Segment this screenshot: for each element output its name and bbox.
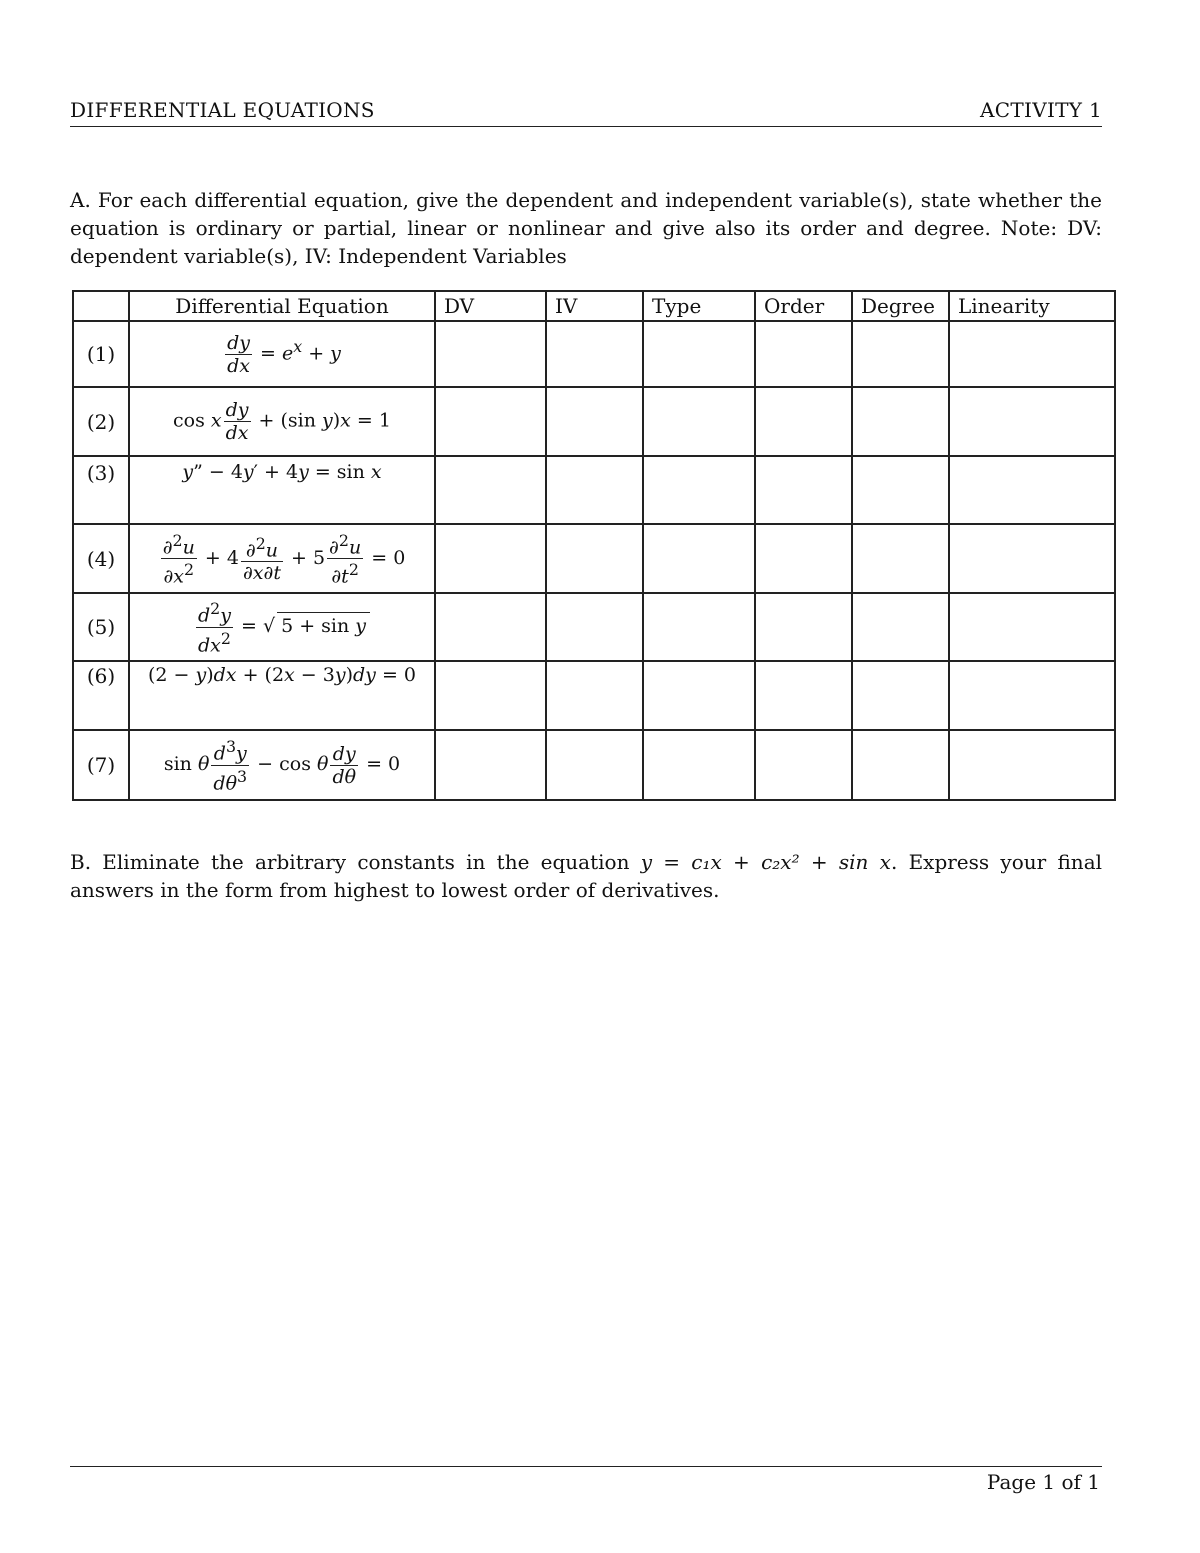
part-b-equation: y = c₁x + c₂x² + sin x [640, 850, 891, 874]
order-answer-cell[interactable] [755, 456, 852, 524]
dv-answer-cell[interactable] [435, 524, 546, 593]
type-answer-cell[interactable] [643, 593, 755, 661]
equation-6: (2 − y)dx + (2x − 3y)dy = 0 [129, 661, 435, 730]
row-number: (3) [73, 456, 129, 524]
page-header [70, 98, 1102, 127]
col-header-dv: DV [435, 291, 546, 321]
order-answer-cell[interactable] [755, 730, 852, 800]
linearity-answer-cell[interactable] [949, 593, 1115, 661]
page-number: Page 1 of 1 [986, 1470, 1100, 1494]
order-answer-cell[interactable] [755, 524, 852, 593]
type-answer-cell[interactable] [643, 661, 755, 730]
degree-answer-cell[interactable] [852, 387, 949, 456]
table-row [73, 730, 1115, 800]
degree-answer-cell[interactable] [852, 524, 949, 593]
degree-answer-cell[interactable] [852, 456, 949, 524]
linearity-answer-cell[interactable] [949, 321, 1115, 387]
row-number: (7) [73, 730, 129, 800]
linearity-answer-cell[interactable] [949, 387, 1115, 456]
linearity-answer-cell[interactable] [949, 524, 1115, 593]
table-row [73, 661, 1115, 730]
equation-2: cos x $\frac{dy}{dx}$ + (sin y)x = 1 [129, 387, 435, 456]
order-answer-cell[interactable] [755, 321, 852, 387]
order-answer-cell[interactable] [755, 593, 852, 661]
footer-divider [70, 1466, 1102, 1467]
col-header-equation: Differential Equation [129, 291, 435, 321]
row-number: (6) [73, 661, 129, 730]
order-answer-cell[interactable] [755, 661, 852, 730]
course-title: DIFFERENTIAL EQUATIONS [70, 98, 375, 122]
part-b-instructions [70, 848, 1102, 904]
table-row [73, 387, 1115, 456]
part-a-instructions: A. For each differential equation, give the dependent and independent variable(s), state whether the equation is ordinary or partial, linear or nonlinear and give also its order and degree. Note: DV: dependent variable(s), IV: Independent Variables [70, 188, 1102, 268]
table-row [73, 524, 1115, 593]
col-header-linearity: Linearity [949, 291, 1115, 321]
iv-answer-cell[interactable] [546, 593, 643, 661]
col-header-number [73, 291, 129, 321]
row-number: (4) [73, 524, 129, 593]
part-b-prefix: B. Eliminate the arbitrary constants in the equation [70, 850, 630, 874]
col-header-degree: Degree [852, 291, 949, 321]
table-row [73, 321, 1115, 387]
col-header-iv: IV [546, 291, 643, 321]
type-answer-cell[interactable] [643, 524, 755, 593]
order-answer-cell[interactable] [755, 387, 852, 456]
table-row [73, 456, 1115, 524]
table-row [73, 593, 1115, 661]
type-answer-cell[interactable] [643, 730, 755, 800]
col-header-order: Order [755, 291, 852, 321]
iv-answer-cell[interactable] [546, 524, 643, 593]
dv-answer-cell[interactable] [435, 456, 546, 524]
activity-label: ACTIVITY 1 [980, 98, 1102, 122]
equations-table [72, 290, 1116, 801]
degree-answer-cell[interactable] [852, 593, 949, 661]
iv-answer-cell[interactable] [546, 661, 643, 730]
type-answer-cell[interactable] [643, 387, 755, 456]
table-header-row [73, 291, 1115, 321]
equation-1: $\frac{dy}{dx}$ = $e^x + y$ [129, 321, 435, 387]
degree-answer-cell[interactable] [852, 661, 949, 730]
equation-3: y” − 4y′ + 4y = sin x [129, 456, 435, 524]
iv-answer-cell[interactable] [546, 387, 643, 456]
col-header-type: Type [643, 291, 755, 321]
row-number: (2) [73, 387, 129, 456]
row-number: (5) [73, 593, 129, 661]
type-answer-cell[interactable] [643, 456, 755, 524]
degree-answer-cell[interactable] [852, 730, 949, 800]
dv-answer-cell[interactable] [435, 321, 546, 387]
dv-answer-cell[interactable] [435, 593, 546, 661]
linearity-answer-cell[interactable] [949, 456, 1115, 524]
dv-answer-cell[interactable] [435, 730, 546, 800]
row-number: (1) [73, 321, 129, 387]
degree-answer-cell[interactable] [852, 321, 949, 387]
equation-7: sin θ $\frac{d^3y}{d\theta^3}$ − cos θ $\frac{dy}{d\theta}$ = 0 [129, 730, 435, 800]
linearity-answer-cell[interactable] [949, 730, 1115, 800]
dv-answer-cell[interactable] [435, 661, 546, 730]
dv-answer-cell[interactable] [435, 387, 546, 456]
part-b-suffix: . Express your final answers in the form from highest to lowest order of derivatives. [70, 850, 1103, 902]
iv-answer-cell[interactable] [546, 730, 643, 800]
equation-4: $\frac{\partial^2u}{\partial x^2}$ + 4 $\frac{\partial^2u}{\partial x\partial t}$ + 5 $\frac{\partial^2u}{\partial t^2}$ = 0 [129, 524, 435, 593]
linearity-answer-cell[interactable] [949, 661, 1115, 730]
iv-answer-cell[interactable] [546, 321, 643, 387]
equation-5: $\frac{d^2y}{dx^2}$ = √ 5 + sin y [129, 593, 435, 661]
iv-answer-cell[interactable] [546, 456, 643, 524]
type-answer-cell[interactable] [643, 321, 755, 387]
